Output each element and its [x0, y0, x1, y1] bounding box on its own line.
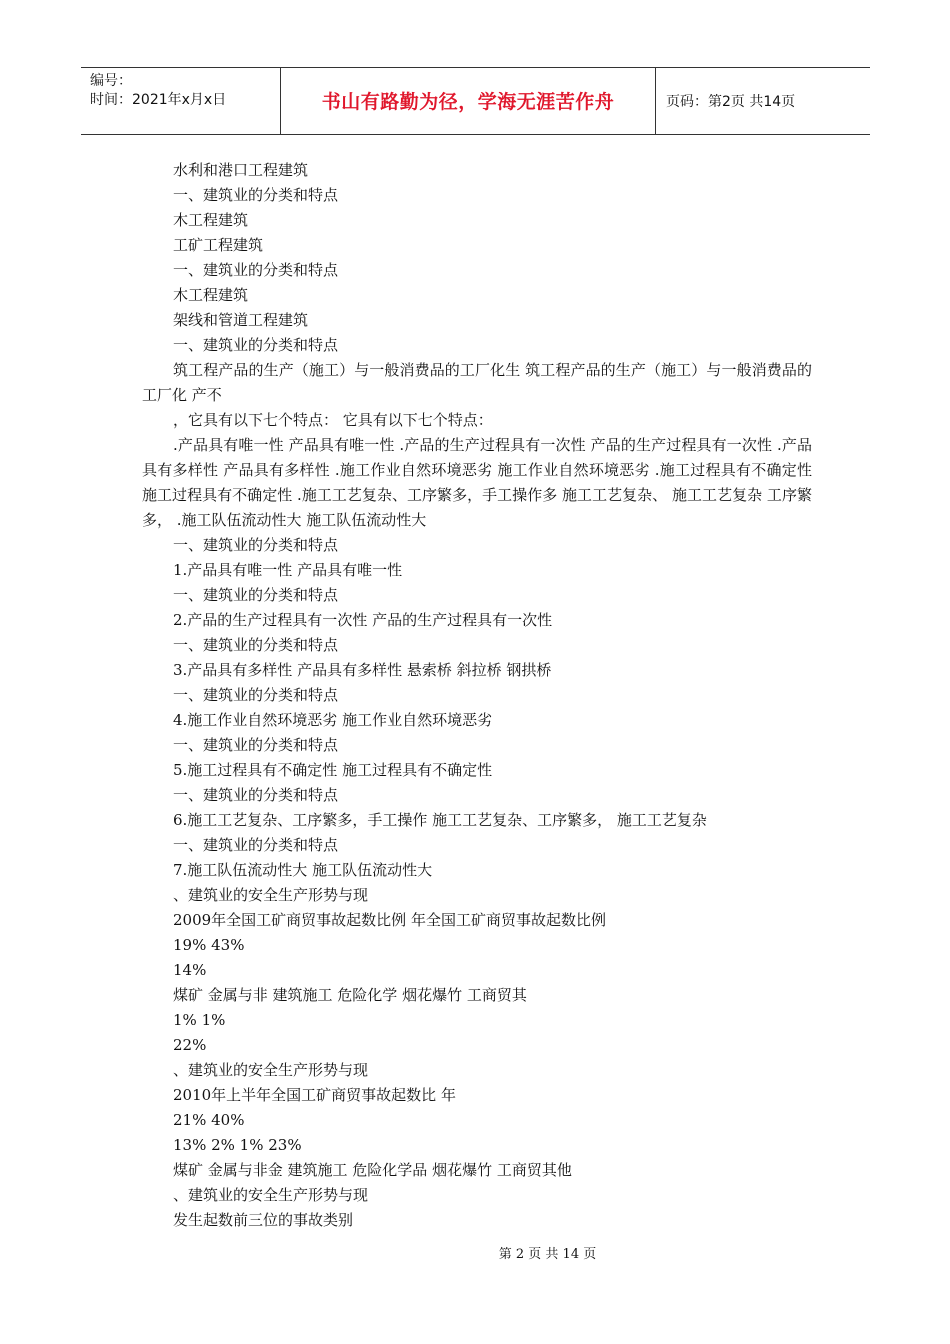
header-page-info: 页码：第2页 共14页: [666, 94, 796, 110]
body-line: 一、建筑业的分类和特点: [173, 261, 339, 279]
body-line: 一、建筑业的分类和特点: [173, 636, 339, 654]
body-line: 木工程建筑: [173, 211, 249, 229]
body-line: 煤矿 金属与非金 建筑施工 危险化学品 烟花爆竹 工商贸其他: [173, 1161, 572, 1179]
body-line: 水利和港口工程建筑: [173, 161, 309, 179]
body-line: 6.施工工艺复杂、工序繁多，手工操作 施工工艺复杂、工序繁多， 施工工艺复杂: [173, 811, 707, 829]
body-line: 2009年全国工矿商贸事故起数比例 年全国工矿商贸事故起数比例: [173, 911, 606, 929]
body-line: 一、建筑业的分类和特点: [173, 536, 339, 554]
serial-label: 编号：: [90, 73, 132, 89]
body-line: 1% 1%: [173, 1011, 226, 1029]
document-body: [142, 158, 812, 1233]
body-line: 4.施工作业自然环境恶劣 施工作业自然环境恶劣: [173, 711, 493, 729]
body-line: 煤矿 金属与非 建筑施工 危险化学 烟花爆竹 工商贸其: [173, 986, 527, 1004]
header-divider: [655, 68, 656, 134]
body-line: 一、建筑业的分类和特点: [173, 786, 339, 804]
body-line: 22%: [173, 1036, 207, 1054]
body-line: 、建筑业的安全生产形势与现: [173, 886, 369, 904]
body-line: 1.产品具有唯一性 产品具有唯一性: [173, 561, 403, 579]
page-header: [81, 67, 870, 135]
body-line: 5.施工过程具有不确定性 施工过程具有不确定性: [173, 761, 493, 779]
body-line: 一、建筑业的分类和特点: [173, 186, 339, 204]
body-line: 一、建筑业的分类和特点: [173, 836, 339, 854]
page-footer: 第 2 页 共 14 页: [498, 1247, 597, 1262]
body-line: 架线和管道工程建筑: [173, 311, 309, 329]
body-line: 工矿工程建筑: [173, 236, 264, 254]
body-line: 2.产品的生产过程具有一次性 产品的生产过程具有一次性: [173, 611, 553, 629]
body-line: 21% 40%: [173, 1111, 245, 1129]
date-label: 时间：2021年x月x日: [90, 92, 227, 108]
body-line: 一、建筑业的分类和特点: [173, 736, 339, 754]
body-line: 14%: [173, 961, 207, 979]
body-line: 3.产品具有多样性 产品具有多样性 悬索桥 斜拉桥 钢拱桥: [173, 661, 552, 679]
body-line: 、建筑业的安全生产形势与现: [173, 1061, 369, 1079]
body-line: 2010年上半年全国工矿商贸事故起数比 年: [173, 1086, 456, 1104]
header-meta: [90, 72, 226, 110]
header-motto: 书山有路勤为径，学海无涯苦作舟: [321, 91, 615, 113]
body-line: 一、建筑业的分类和特点: [173, 586, 339, 604]
body-line: 一、建筑业的分类和特点: [173, 686, 339, 704]
body-line: .产品具有唯一性 产品具有唯一性 .产品的生产过程具有一次性 产品的生产过程具有一次性 .产品具有多样性 产品具有多样性 .施工作业自然环境恶劣 施工作业自然环境恶劣 .施工过程具有不确定性 施工过程具有不确定性 .施工工艺复杂、工序繁多，手工操作多 施工工艺复杂、 施工工艺复杂 工序繁多， .施工队伍流动性大 施工队伍流动性大: [142, 436, 812, 529]
body-line: 7.施工队伍流动性大 施工队伍流动性大: [173, 861, 433, 879]
body-line: 、建筑业的安全生产形势与现: [173, 1186, 369, 1204]
body-line: 13% 2% 1% 23%: [173, 1136, 302, 1154]
body-line: 19% 43%: [173, 936, 245, 954]
body-line: 木工程建筑: [173, 286, 249, 304]
body-line: 一、建筑业的分类和特点: [173, 336, 339, 354]
body-line: 筑工程产品的生产（施工）与一般消费品的工厂化生 筑工程产品的生产（施工）与一般消费品的工厂化 产不: [142, 361, 812, 404]
body-line: 发生起数前三位的事故类别: [173, 1211, 354, 1229]
body-line: ，它具有以下七个特点： 它具有以下七个特点：: [173, 411, 493, 429]
